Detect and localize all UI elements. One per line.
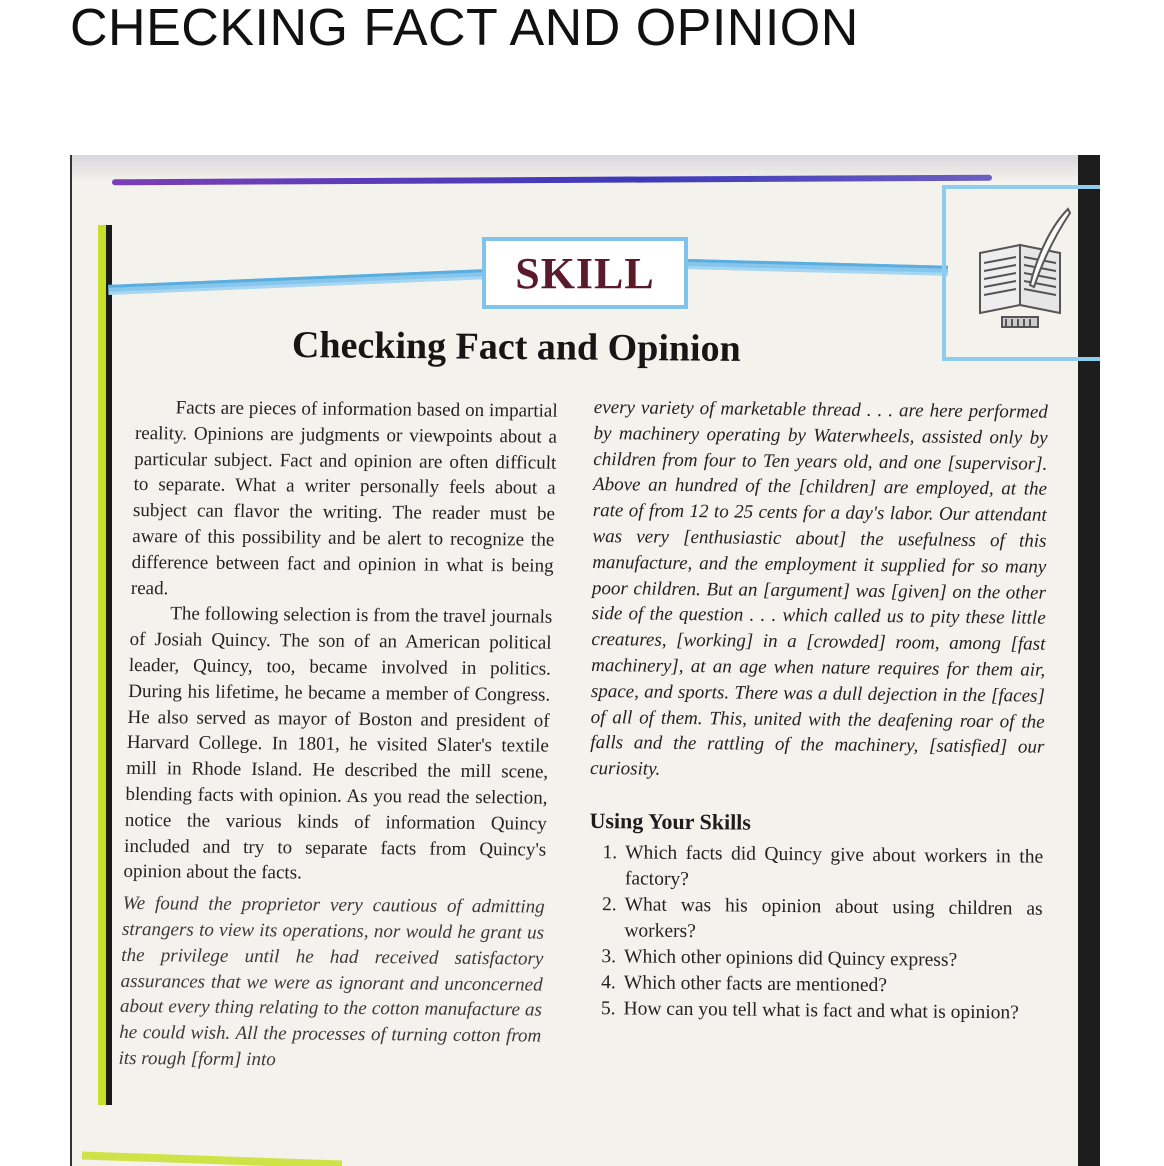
question-number: 2. [601,893,617,916]
lesson-title: Checking Fact and Opinion [291,324,741,370]
left-column [118,395,558,1075]
question-number: 3. [601,945,617,968]
green-page-edge [98,225,106,1105]
page-heading: CHECKING FACT AND OPINION [70,0,859,57]
right-column [587,395,1048,1026]
skills-question-list [587,840,1043,1027]
question-text: Which other facts are mentioned? [623,972,888,996]
green-bottom-edge [82,1151,342,1166]
skill-banner-label: SKILL [515,248,655,298]
question-text: Which other opinions did Quincy express? [624,946,958,971]
question-number: 4. [601,971,616,994]
question-text: How can you tell what is fact and what is opinion? [623,998,1019,1024]
intro-paragraph: Facts are pieces of information based on impartial reality. Opinions are judgments or viewpoints about a particular subject. Fact and opinion are often difficult to separate. What a writer personally feels about a subject can flavor the writing. The reader must be aware of this possibility and be alert to recognize the difference between fact and opinion in what is being read. [130,397,558,599]
blue-rule-right [688,259,948,276]
book-quill-icon [972,205,1072,329]
question-text: Which facts did Quincy give about workers in the factory? [624,842,1044,890]
quote-part-1: We found the proprietor very cautious of admitting strangers to view its operations, nor would he grant us the privilege until he had received satisfactory assurances that we were as ignorant and unconcerned about every thing relating to the cotton manufacture as he could wish. All the processes of turning cotton from its rough [form] into [118,893,545,1071]
context-paragraph: The following selection is from the travel journals of Josiah Quincy. The son of an American political leader, Quincy, too, became involved in politics. During his lifetime, he became a member of Congress. He also served as mayor of Boston and president of Harvard College. In 1801, he visited Slater's textile mill in Rhode Island. He described the mill scene, blending facts with opinion. As you read the selection, notice the various kinds of information Quincy included and try to separate facts from Quincy's opinion about the facts. [123,603,553,884]
question-number: 1. [602,841,618,864]
list-item [589,840,1044,897]
blue-rule-left [108,269,488,295]
skill-banner [482,237,688,309]
quote-part-2: every variety of marketable thread . . . are here performed by machinery operating by Waterwheels, assisted only by children from four to Ten years old, and one [supervisor]. Above an hundred of the [children] are employed, at the rate of from 12 to 25 cents for a day's labor. Our attendant was very [enthusiastic about] the usefulness of this manufacture, and the employment it supplied for so many poor children. But an [argument] was [given] on the other side of the question . . . which called us to pity these little creatures, [working] in a [crowded] room, among [fast machinery], at an age when nature requires for them air, space, and sports. There was a dull dejection in the [faces] of all of them. This, united with the deafening roar of the falls and the rattling of the machinery, [satisfied] our curiosity. [589,396,1048,780]
question-text: What was his opinion about using children as workers? [624,894,1043,942]
skills-heading: Using Your Skills [589,807,752,835]
list-item [588,892,1043,949]
list-item [587,996,1041,1027]
textbook-page-photo [70,155,1100,1166]
question-number: 5. [600,997,616,1020]
